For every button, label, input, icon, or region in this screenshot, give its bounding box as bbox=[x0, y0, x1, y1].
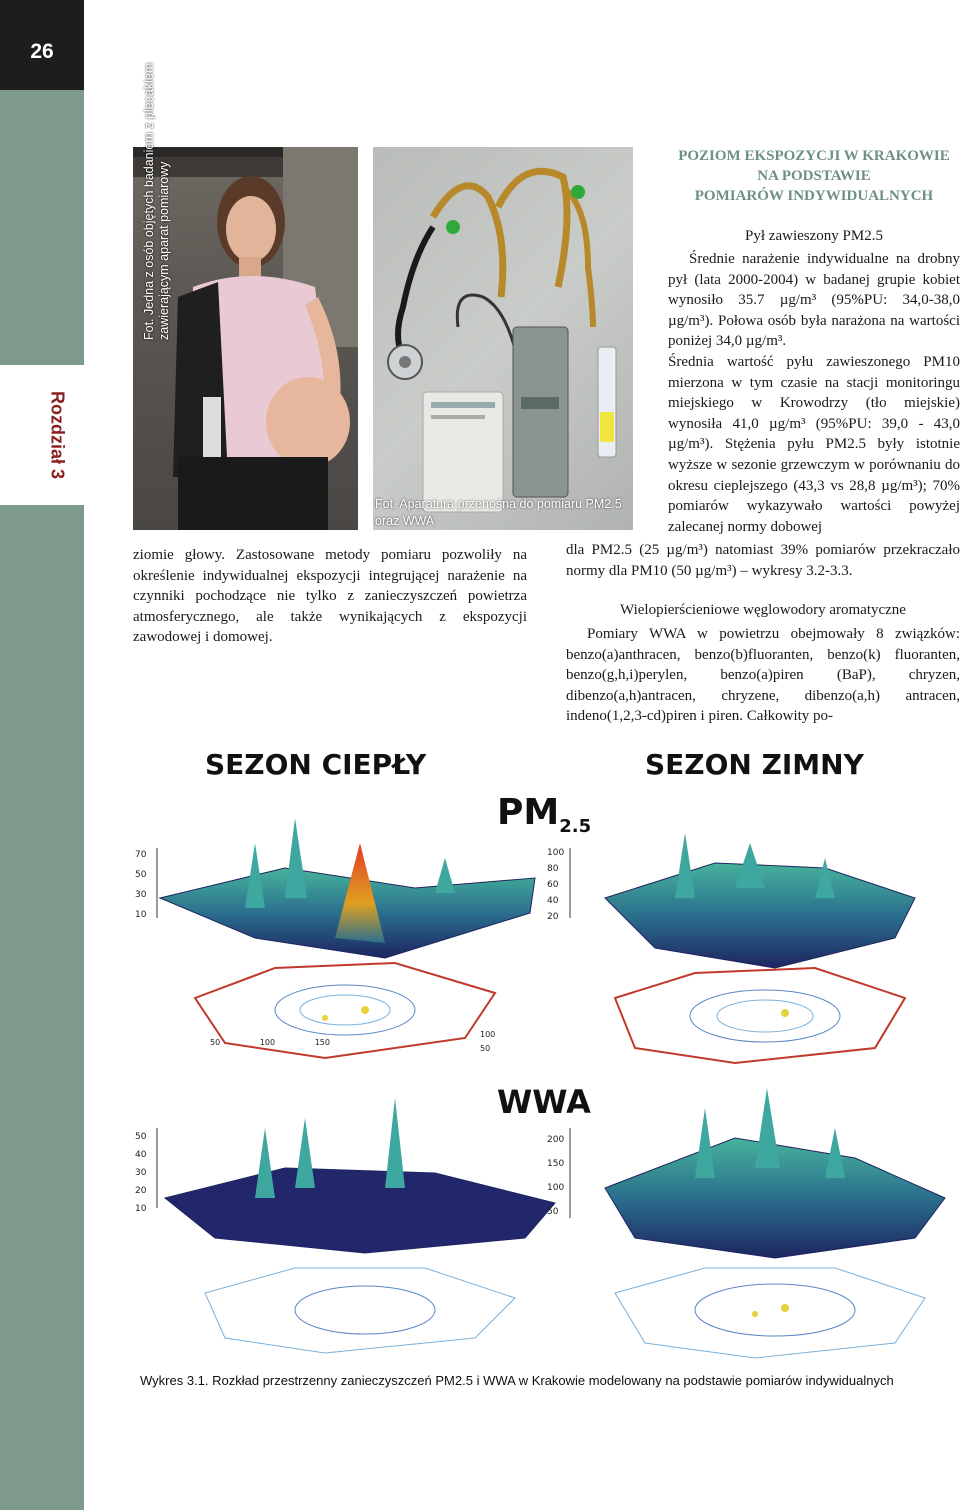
map-tick: 150 bbox=[314, 1038, 330, 1047]
left-column-text bbox=[133, 545, 527, 648]
axis-pm-warm-tick: 70 bbox=[135, 850, 147, 860]
map-ticks-warm-side bbox=[480, 1028, 495, 1056]
map-tick: 100 bbox=[480, 1030, 496, 1039]
axis-pm-cold-tick: 80 bbox=[547, 864, 559, 874]
figure-label-pm-main: PM bbox=[497, 792, 560, 833]
wwa-warm-plot bbox=[157, 1098, 555, 1353]
axis-pm-cold-tick: 40 bbox=[547, 896, 559, 906]
map-tick: 50 bbox=[210, 1038, 221, 1047]
pm25-warm-plot bbox=[157, 818, 535, 1058]
photo-caption-right: Fot. Aparatura przenośna do pomiaru PM2.5 oraz WWA bbox=[375, 497, 622, 528]
figure-title-cold: SEZON ZIMNY bbox=[645, 748, 864, 781]
axis-pm-warm bbox=[135, 845, 146, 925]
map-tick: 100 bbox=[259, 1038, 276, 1047]
section-heading-line-1: POZIOM EKSPOZYCJI W KRAKOWIE bbox=[678, 148, 950, 164]
wwa-cold-plot bbox=[570, 1088, 945, 1358]
wwa-text-block bbox=[566, 624, 960, 727]
page-number: 26 bbox=[30, 40, 54, 63]
chapter-tab bbox=[0, 365, 84, 505]
axis-wwa-cold-tick: 200 bbox=[547, 1135, 565, 1145]
figure-spatial-distribution bbox=[135, 748, 957, 1368]
paragraph-exposure-methods: ziomie głowy. Zastosowane metody pomiaru pozwoliły na określenie indywidualnej ekspozycji integrującej narażenie na czynniki pochodzące nie tylko z zanieczyszczeń powietrza atmosferycznego, ale także wynikających z ekspozycji zawodowej i domowej. bbox=[133, 547, 527, 646]
figure-label-pm-sub: 2.5 bbox=[559, 816, 592, 838]
axis-wwa-cold bbox=[547, 1128, 564, 1224]
axis-wwa-warm bbox=[135, 1128, 146, 1218]
figure-surfaces bbox=[135, 748, 957, 1368]
subheading-wwa: Wielopierścieniowe węglowodory aromatyczne bbox=[620, 602, 906, 618]
map-ticks-warm bbox=[210, 1038, 330, 1047]
axis-pm-warm-tick: 10 bbox=[135, 910, 147, 920]
figure-caption: Wykres 3.1. Rozkład przestrzenny zanieczyszczeń PM2.5 i WWA w Krakowie modelowany na podstawie pomiarów indywidualnych bbox=[140, 1373, 894, 1388]
sidebar bbox=[0, 0, 84, 1510]
section-heading bbox=[668, 146, 960, 206]
photo-caption-left: Fot. Jedna z osób objętych badaniem z plecakiem zawierającym aparat pomiarowy bbox=[142, 62, 171, 340]
photo-apparatus-illustration bbox=[373, 147, 633, 530]
map-tick: 50 bbox=[480, 1044, 491, 1053]
section-heading-line-2: NA PODSTAWIE bbox=[757, 168, 871, 184]
paragraph-pm10: Średnia wartość pyłu zawieszonego PM10 mierzona w tym czasie na stacji monitoringu miejskiego w Krowodrzy (tło miejskie) wynosiła 41,0 µg/m³ (95%PU: 39,0 - 43,0 µg/m³). Stężenia pyłu PM2.5 były istotnie wyższe w sezonie grzewczym w porównaniu do okresu cieplejszego (43,3 vs 28,8 µg/m³); 70% pomiarów wykazywało wartości powyżej zalecanej normy dobowej bbox=[668, 353, 960, 535]
axis-wwa-cold-tick: 150 bbox=[547, 1159, 565, 1169]
axis-wwa-warm-tick: 40 bbox=[135, 1150, 147, 1160]
axis-pm-cold bbox=[547, 845, 564, 925]
axis-wwa-warm-tick: 20 bbox=[135, 1186, 147, 1196]
axis-pm-cold-tick: 100 bbox=[547, 848, 565, 858]
axis-wwa-warm-tick: 30 bbox=[135, 1168, 147, 1178]
right-column-pm-text bbox=[668, 249, 960, 537]
axis-pm-warm-tick: 50 bbox=[135, 870, 147, 880]
chapter-label: Rozdział 3 bbox=[47, 390, 68, 480]
axis-wwa-cold-tick: 50 bbox=[547, 1207, 559, 1217]
paragraph-pm-norms: dla PM2.5 (25 µg/m³) natomiast 39% pomiarów przekraczało normy dla PM10 (50 µg/m³) – wykresy 3.2-3.3. bbox=[566, 542, 960, 579]
paragraph-wwa: Pomiary WWA w powietrzu obejmowały 8 związków: benzo(a)anthracen, benzo(b)fluoranten, benzo(k) fluoranten, benzo(g,h,i)perylen, benzo(a)piren (BaP), chryzen, dibenzo(a,h)antracen, chryzene, dibenzo(a,h) antracen, indeno(1,2,3-cd)piren i piren. Całkowity po- bbox=[566, 626, 960, 725]
axis-wwa-cold-tick: 100 bbox=[547, 1183, 565, 1193]
axis-pm-cold-tick: 60 bbox=[547, 880, 559, 890]
axis-wwa-warm-tick: 10 bbox=[135, 1204, 147, 1214]
figure-label-wwa: WWA bbox=[497, 1083, 591, 1121]
axis-wwa-warm-tick: 50 bbox=[135, 1132, 147, 1142]
figure-title-warm: SEZON CIEPŁY bbox=[205, 748, 427, 781]
wide-text-block bbox=[566, 540, 960, 581]
axis-pm-cold-tick: 20 bbox=[547, 912, 559, 922]
subheading-pm25: Pył zawieszony PM2.5 bbox=[745, 228, 883, 244]
pm25-cold-plot bbox=[570, 833, 915, 1063]
paragraph-pm-exposure: Średnie narażenie indywidualne na drobny pył (lata 2000-2004) w badanej grupie kobiet wynosiło 35.7 µg/m³ (95%PU: 34,0-38,0 µg/m³). Połowa osób była narażona na wartości poniżej 34,0 µg/m³. bbox=[668, 251, 960, 350]
section-heading-line-3: POMIARÓW INDYWIDUALNYCH bbox=[694, 188, 934, 204]
photo-apparatus bbox=[373, 147, 633, 530]
axis-pm-warm-tick: 30 bbox=[135, 890, 147, 900]
